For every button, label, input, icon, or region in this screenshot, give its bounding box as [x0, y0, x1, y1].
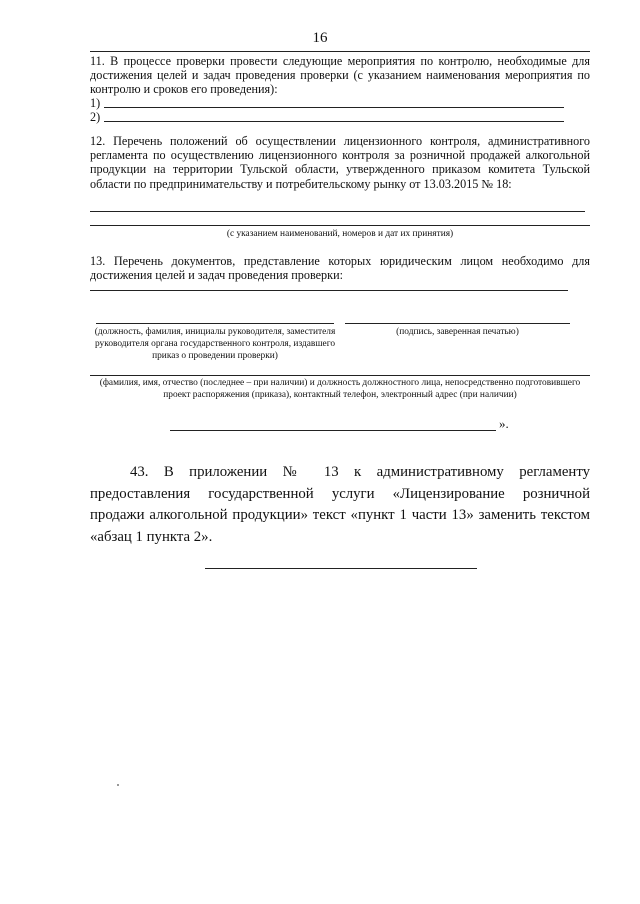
- closing-line: [170, 430, 496, 431]
- item-12-line-1: [90, 211, 585, 212]
- item-12-line-2: [90, 225, 590, 226]
- item-43-text: 43. В приложении № 13 к административному регламенту предоставления государственной услуги «Лицензирование розничной продажи алкогольной продукции» текст «пункт 1 части 13» заменить текстом «абзац 1 пункта 2».: [90, 464, 590, 545]
- item-11-line-2: [104, 121, 564, 122]
- position-caption: (должность, фамилия, инициалы руководителя, заместителя руководителя органа государственного контроля, издавшего приказ о проведении проверки): [94, 327, 336, 361]
- signature-caption: (подпись, заверенная печатью): [396, 327, 519, 337]
- item-11-line-1-label: 1): [90, 96, 101, 110]
- position-line: [96, 323, 334, 324]
- item-12-caption: (с указанием наименований, номеров и дат их принятия): [226, 229, 454, 239]
- page-number: 16: [312, 30, 328, 46]
- item-13-text: 13. Перечень документов, представление которых юридическим лицом необходимо для достижения целей и задач проведения проверки:: [90, 254, 590, 283]
- item-11-line-1: [104, 107, 564, 108]
- preparer-line: [90, 375, 590, 376]
- preparer-caption: (фамилия, имя, отчество (последнее – при наличии) и должность должностного лица, непосредственно подготовившего проект распоряжения (приказа), контактный телефон, электронный адрес (при наличии): [99, 378, 581, 400]
- closing-quote: ».: [499, 416, 509, 431]
- signature-line: [345, 323, 570, 324]
- item-11-line-2-label: 2): [90, 110, 101, 124]
- scan-speck: [117, 784, 119, 786]
- top-rule: [90, 51, 590, 52]
- item-12-text: 12. Перечень положений об осуществлении лицензионного контроля, административного регламента по осуществлению лицензионного контроля за розничной продажей алкогольной продукции на территории Тульской области, утвержденного приказом комитета Тульской области по предпринимательству и потребительскому рынку от 13.03.2015 № 18:: [90, 134, 590, 191]
- item-13-line-1: [90, 290, 568, 291]
- end-rule: [205, 568, 477, 569]
- item-11-text: 11. В процессе проверки провести следующие мероприятия по контролю, необходимые для достижения целей и задач проведения проверки (с указанием наименования мероприятия по контролю и сроков его проведения):: [90, 54, 590, 97]
